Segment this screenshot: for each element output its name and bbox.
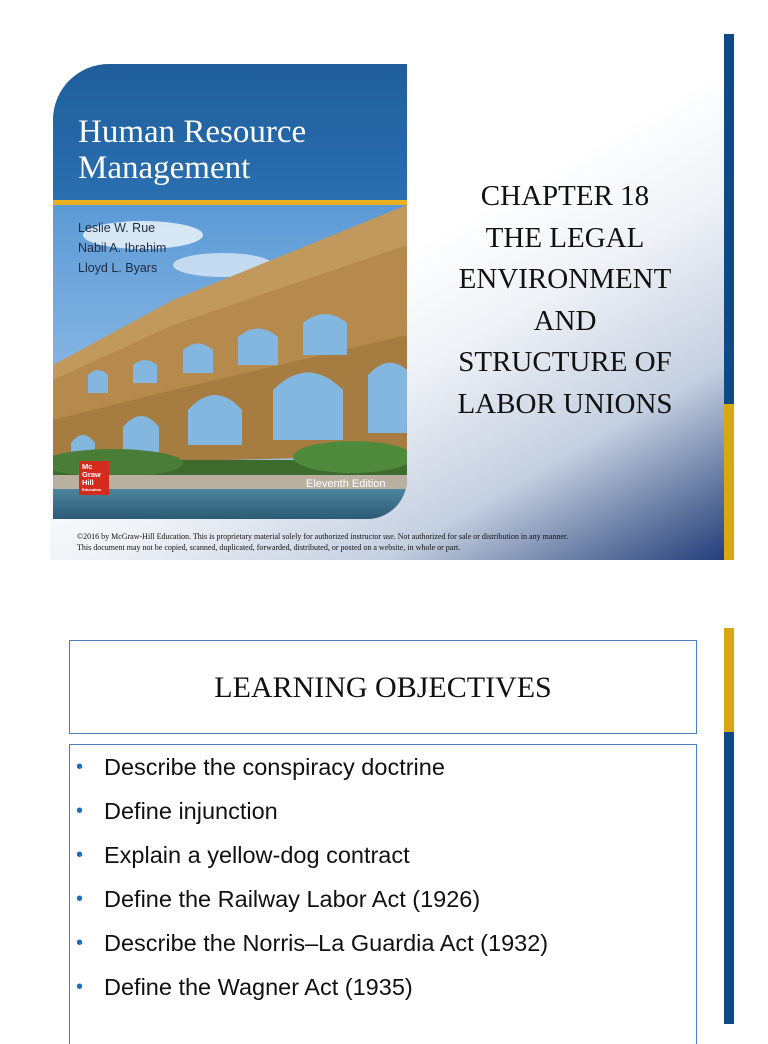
objective-text: Define injunction (104, 798, 278, 824)
chapter-title (430, 176, 700, 425)
objective-text: Describe the conspiracy doctrine (104, 754, 445, 780)
objectives-body-box (69, 744, 697, 1044)
chapter-title-line: STRUCTURE OF (458, 346, 672, 378)
list-item (76, 751, 548, 795)
bullet-icon: • (76, 888, 84, 910)
chapter-title-line: AND (533, 304, 597, 337)
book-title-line-2: Management (78, 150, 251, 186)
bullet-icon: • (76, 800, 84, 822)
book-title-line-1: Human Resource (78, 114, 307, 150)
copyright-notice (77, 532, 717, 553)
objective-text: Define the Railway Labor Act (1926) (104, 886, 481, 912)
accent-bar-gold (724, 628, 734, 732)
bullet-icon: • (76, 932, 84, 954)
list-item (76, 927, 548, 971)
author-2: Nabil A. Ibrahim (78, 241, 167, 255)
copyright-line: ©2016 by McGraw-Hill Education. This is proprietary material solely for authorized instructor use. Not authorized for sale or distribution in any manner. (77, 532, 569, 541)
author-3: Lloyd L. Byars (78, 261, 158, 275)
objectives-title-box (69, 640, 697, 734)
list-item (76, 795, 548, 839)
chapter-title-line: ENVIRONMENT (458, 263, 672, 295)
objective-text: Define the Wagner Act (1935) (104, 974, 413, 1000)
author-1: Leslie W. Rue (78, 221, 156, 235)
bullet-icon: • (76, 756, 84, 778)
objective-text: Explain a yellow-dog contract (104, 842, 410, 868)
bullet-icon: • (76, 844, 84, 866)
accent-bar-blue (724, 34, 734, 404)
objectives-title: LEARNING OBJECTIVES (214, 671, 552, 704)
title-slide (50, 34, 734, 560)
objectives-slide (50, 628, 734, 1024)
publisher-logo: Mc Graw Hill Education (79, 461, 109, 495)
book-cover (53, 64, 407, 519)
list-item (76, 971, 548, 1015)
edition-label: Eleventh Edition (306, 478, 386, 490)
accent-bar-blue (724, 732, 734, 1024)
bullet-icon: • (76, 976, 84, 998)
chapter-title-line: CHAPTER 18 (480, 180, 650, 212)
chapter-title-line: LABOR UNIONS (457, 387, 673, 420)
copyright-line: This document may not be copied, scanned, duplicated, forwarded, distributed, or posted on a website, in whole or part. (77, 542, 461, 552)
list-item (76, 883, 548, 927)
accent-bar-gold (724, 404, 734, 560)
author-list (78, 218, 166, 278)
chapter-title-line: THE LEGAL (485, 221, 645, 254)
objective-text: Describe the Norris–La Guardia Act (1932) (104, 930, 549, 956)
list-item (76, 839, 548, 883)
book-title (78, 114, 306, 186)
objectives-list (76, 751, 548, 1015)
